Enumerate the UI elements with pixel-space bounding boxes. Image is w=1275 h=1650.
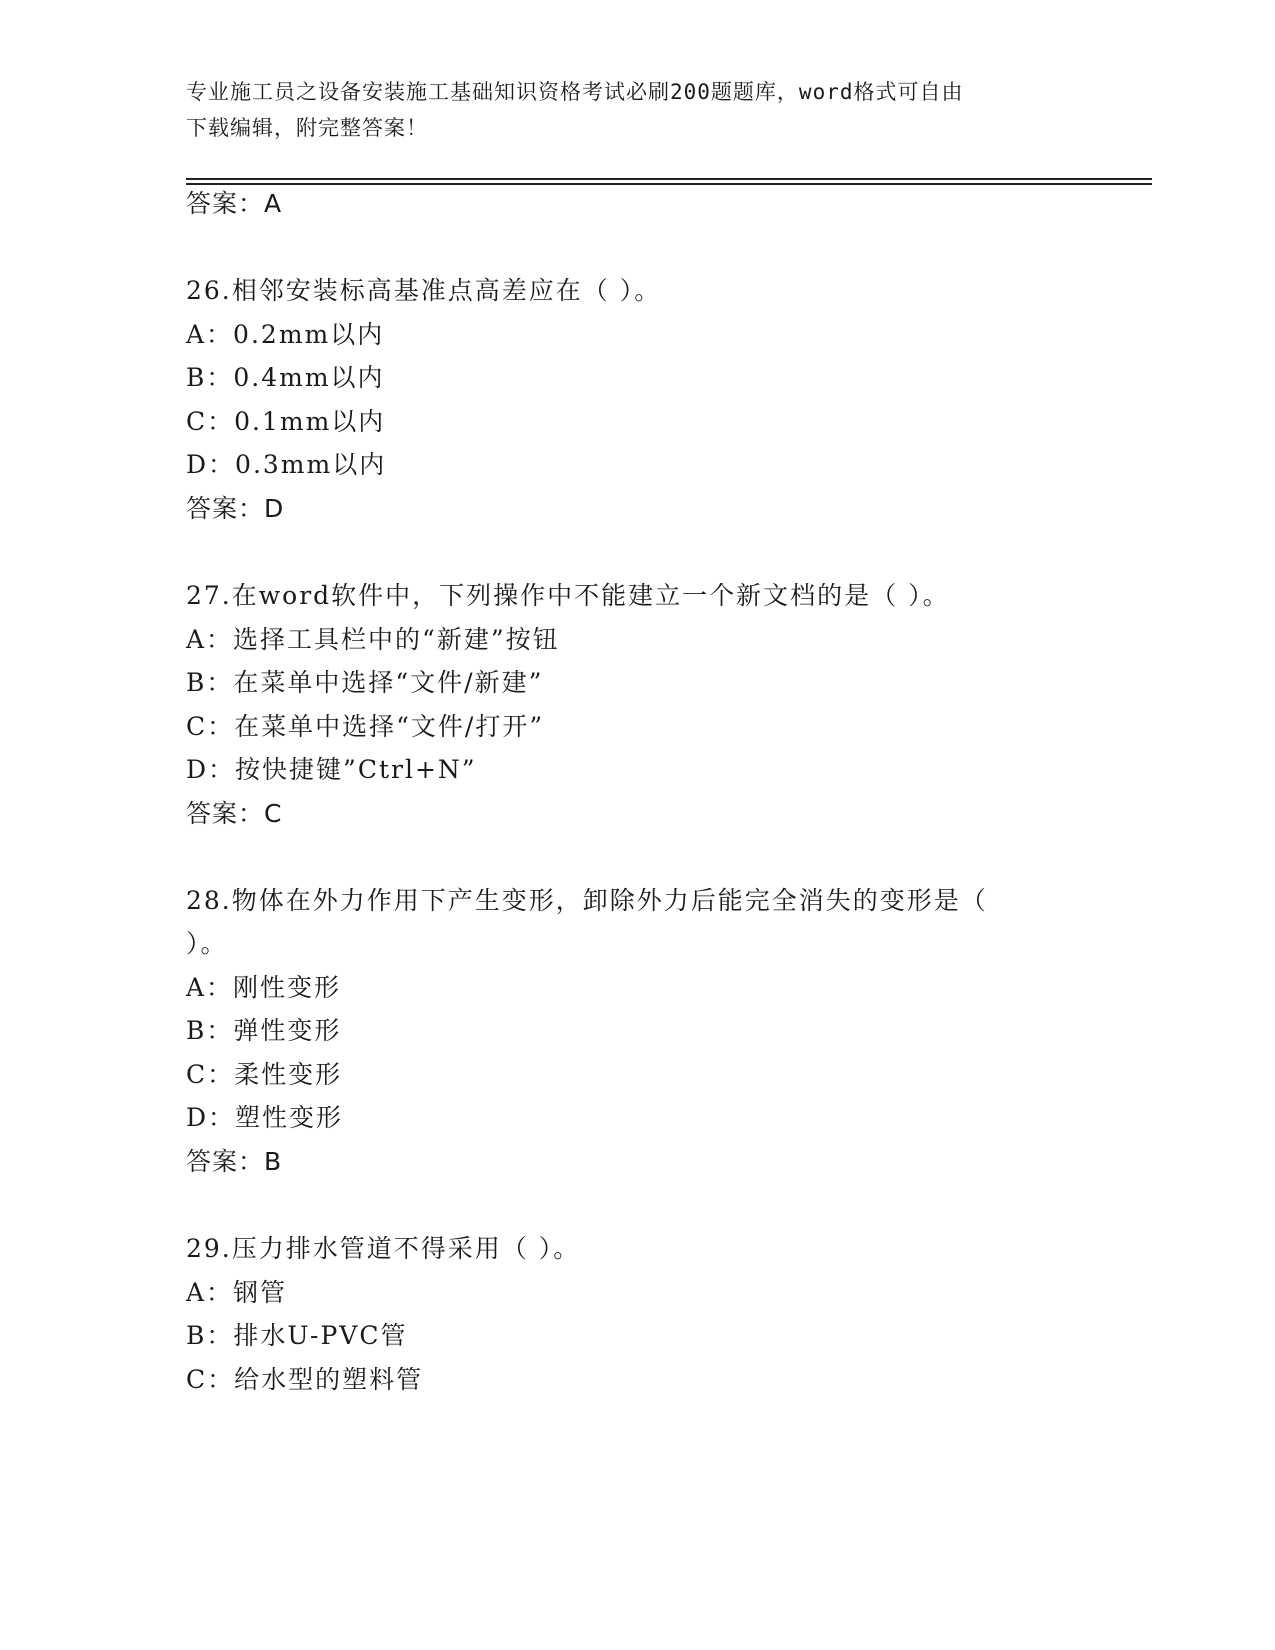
answer: 答案：D	[186, 494, 285, 523]
previous-answer: 答案：A	[186, 189, 283, 218]
question-text-line-1: 28.物体在外力作用下产生变形，卸除外力后能完全消失的变形是（	[186, 886, 988, 915]
option-d: D：塑性变形	[186, 1103, 344, 1132]
option-c: C：柔性变形	[186, 1060, 343, 1089]
header-line-2: 下载编辑，附完整答案！	[186, 116, 428, 140]
option-a: A：刚性变形	[186, 973, 342, 1002]
option-a: A：0.2mm以内	[186, 320, 385, 349]
option-c: C：给水型的塑料管	[186, 1365, 424, 1394]
option-a: A：选择工具栏中的“新建”按钮	[186, 625, 560, 654]
option-a: A：钢管	[186, 1278, 288, 1307]
answer: 答案：C	[186, 799, 283, 828]
header-line-1: 专业施工员之设备安装施工基础知识资格考试必刷200题题库，word格式可自由	[186, 80, 964, 104]
option-b: B：在菜单中选择“文件/新建”	[186, 668, 544, 697]
option-b: B：弹性变形	[186, 1016, 342, 1045]
question-text-line-2: ）。	[186, 929, 228, 958]
option-d: D：0.3mm以内	[186, 450, 387, 479]
header-divider-top	[186, 178, 1152, 180]
question-text: 26.相邻安装标高基准点高差应在（ ）。	[186, 276, 662, 305]
option-b: B：排水U-PVC管	[186, 1321, 408, 1350]
option-b: B：0.4mm以内	[186, 363, 385, 392]
option-d: D：按快捷键”Ctrl+N”	[186, 755, 477, 784]
question-text: 29.压力排水管道不得采用（ ）。	[186, 1234, 581, 1263]
document-header	[186, 74, 1086, 146]
answer: 答案：B	[186, 1147, 283, 1176]
option-c: C：0.1mm以内	[186, 407, 386, 436]
question-text: 27.在word软件中，下列操作中不能建立一个新文档的是（ ）。	[186, 581, 950, 610]
option-c: C：在菜单中选择“文件/打开”	[186, 712, 545, 741]
header-divider-bottom	[186, 183, 1152, 185]
